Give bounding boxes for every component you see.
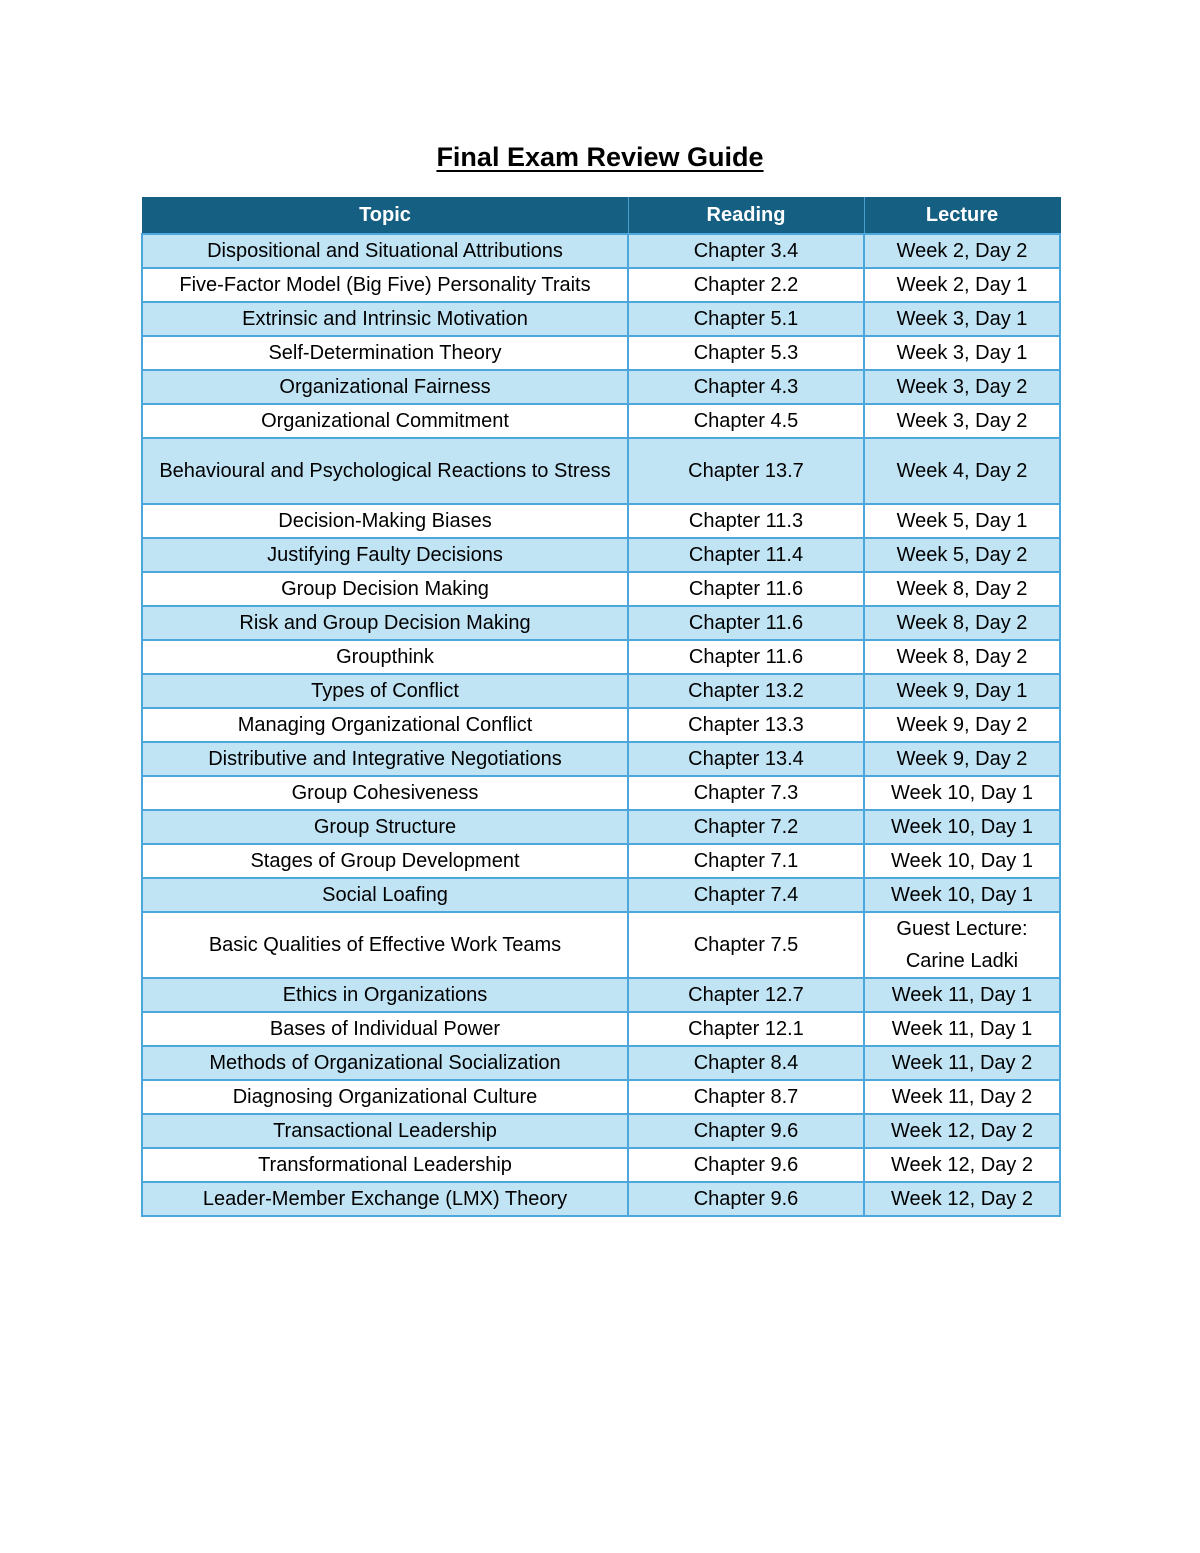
topic-cell: Stages of Group Development — [142, 844, 628, 878]
page-title: Final Exam Review Guide — [436, 142, 764, 172]
topic-cell: Group Decision Making — [142, 572, 628, 606]
reading-cell: Chapter 5.1 — [628, 302, 864, 336]
reading-cell: Chapter 11.6 — [628, 606, 864, 640]
topic-cell: Organizational Commitment — [142, 404, 628, 438]
lecture-cell: Week 8, Day 2 — [864, 640, 1060, 674]
lecture-cell: Week 10, Day 1 — [864, 878, 1060, 912]
column-header-lecture: Lecture — [864, 198, 1060, 235]
reading-cell: Chapter 2.2 — [628, 268, 864, 302]
reading-cell: Chapter 7.2 — [628, 810, 864, 844]
reading-cell: Chapter 7.1 — [628, 844, 864, 878]
topic-cell: Managing Organizational Conflict — [142, 708, 628, 742]
lecture-cell: Week 10, Day 1 — [864, 810, 1060, 844]
lecture-cell: Week 9, Day 1 — [864, 674, 1060, 708]
table-row — [142, 978, 1060, 1012]
table-row — [142, 538, 1060, 572]
lecture-cell: Week 9, Day 2 — [864, 742, 1060, 776]
topic-cell: Dispositional and Situational Attributions — [142, 234, 628, 268]
reading-cell: Chapter 13.4 — [628, 742, 864, 776]
reading-cell: Chapter 4.3 — [628, 370, 864, 404]
lecture-cell: Week 9, Day 2 — [864, 708, 1060, 742]
table-body — [142, 234, 1060, 1216]
table-row — [142, 674, 1060, 708]
topic-cell: Distributive and Integrative Negotiations — [142, 742, 628, 776]
topic-cell: Types of Conflict — [142, 674, 628, 708]
table-row — [142, 370, 1060, 404]
reading-cell: Chapter 8.7 — [628, 1080, 864, 1114]
topic-cell: Social Loafing — [142, 878, 628, 912]
table-row — [142, 438, 1060, 504]
table-row — [142, 336, 1060, 370]
header-row — [142, 198, 1060, 235]
table-row — [142, 708, 1060, 742]
topic-cell: Transactional Leadership — [142, 1114, 628, 1148]
topic-cell: Basic Qualities of Effective Work Teams — [142, 912, 628, 978]
topic-cell: Extrinsic and Intrinsic Motivation — [142, 302, 628, 336]
table-row — [142, 810, 1060, 844]
table-row — [142, 504, 1060, 538]
table-row — [142, 1182, 1060, 1216]
lecture-cell: Week 11, Day 2 — [864, 1080, 1060, 1114]
topic-cell: Group Cohesiveness — [142, 776, 628, 810]
reading-cell: Chapter 13.3 — [628, 708, 864, 742]
lecture-cell: Week 3, Day 2 — [864, 404, 1060, 438]
lecture-cell: Week 11, Day 2 — [864, 1046, 1060, 1080]
lecture-cell: Week 12, Day 2 — [864, 1182, 1060, 1216]
topic-cell: Diagnosing Organizational Culture — [142, 1080, 628, 1114]
table-row — [142, 268, 1060, 302]
column-header-reading: Reading — [628, 198, 864, 235]
lecture-cell: Week 3, Day 1 — [864, 302, 1060, 336]
reading-cell: Chapter 9.6 — [628, 1114, 864, 1148]
table-row — [142, 404, 1060, 438]
reading-cell: Chapter 7.5 — [628, 912, 864, 978]
lecture-cell: Week 8, Day 2 — [864, 572, 1060, 606]
table-row — [142, 1012, 1060, 1046]
reading-cell: Chapter 7.3 — [628, 776, 864, 810]
topic-cell: Ethics in Organizations — [142, 978, 628, 1012]
lecture-cell: Week 12, Day 2 — [864, 1148, 1060, 1182]
table-row — [142, 844, 1060, 878]
reading-cell: Chapter 13.2 — [628, 674, 864, 708]
reading-cell: Chapter 11.3 — [628, 504, 864, 538]
table-row — [142, 640, 1060, 674]
lecture-cell: Week 3, Day 1 — [864, 336, 1060, 370]
reading-cell: Chapter 9.6 — [628, 1182, 864, 1216]
table-row — [142, 742, 1060, 776]
topic-cell: Bases of Individual Power — [142, 1012, 628, 1046]
lecture-cell: Week 2, Day 2 — [864, 234, 1060, 268]
topic-cell: Groupthink — [142, 640, 628, 674]
column-header-topic: Topic — [142, 198, 628, 235]
lecture-cell: Week 5, Day 1 — [864, 504, 1060, 538]
topic-cell: Decision-Making Biases — [142, 504, 628, 538]
lecture-cell: Week 3, Day 2 — [864, 370, 1060, 404]
reading-cell: Chapter 7.4 — [628, 878, 864, 912]
topic-cell: Leader-Member Exchange (LMX) Theory — [142, 1182, 628, 1216]
table-row — [142, 776, 1060, 810]
topic-cell: Self-Determination Theory — [142, 336, 628, 370]
reading-cell: Chapter 8.4 — [628, 1046, 864, 1080]
table-row — [142, 912, 1060, 978]
topic-cell: Transformational Leadership — [142, 1148, 628, 1182]
reading-cell: Chapter 3.4 — [628, 234, 864, 268]
topic-cell: Risk and Group Decision Making — [142, 606, 628, 640]
table-row — [142, 1114, 1060, 1148]
lecture-cell: Week 12, Day 2 — [864, 1114, 1060, 1148]
lecture-cell: Week 10, Day 1 — [864, 776, 1060, 810]
table-row — [142, 302, 1060, 336]
lecture-cell: Guest Lecture: Carine Ladki — [864, 912, 1060, 978]
lecture-cell: Week 2, Day 1 — [864, 268, 1060, 302]
review-table — [141, 197, 1061, 1217]
reading-cell: Chapter 11.4 — [628, 538, 864, 572]
table-row — [142, 606, 1060, 640]
table-row — [142, 572, 1060, 606]
lecture-cell: Week 4, Day 2 — [864, 438, 1060, 504]
table-row — [142, 1046, 1060, 1080]
reading-cell: Chapter 11.6 — [628, 640, 864, 674]
table-row — [142, 878, 1060, 912]
reading-cell: Chapter 5.3 — [628, 336, 864, 370]
reading-cell: Chapter 4.5 — [628, 404, 864, 438]
topic-cell: Organizational Fairness — [142, 370, 628, 404]
table-header — [142, 198, 1060, 235]
topic-cell: Group Structure — [142, 810, 628, 844]
topic-cell: Behavioural and Psychological Reactions to Stress — [142, 438, 628, 504]
lecture-cell: Week 8, Day 2 — [864, 606, 1060, 640]
lecture-cell: Week 11, Day 1 — [864, 978, 1060, 1012]
table-row — [142, 234, 1060, 268]
lecture-cell: Week 11, Day 1 — [864, 1012, 1060, 1046]
reading-cell: Chapter 9.6 — [628, 1148, 864, 1182]
table-row — [142, 1080, 1060, 1114]
reading-cell: Chapter 13.7 — [628, 438, 864, 504]
reading-cell: Chapter 12.7 — [628, 978, 864, 1012]
reading-cell: Chapter 12.1 — [628, 1012, 864, 1046]
topic-cell: Five-Factor Model (Big Five) Personality Traits — [142, 268, 628, 302]
table-row — [142, 1148, 1060, 1182]
lecture-cell: Week 10, Day 1 — [864, 844, 1060, 878]
topic-cell: Methods of Organizational Socialization — [142, 1046, 628, 1080]
reading-cell: Chapter 11.6 — [628, 572, 864, 606]
lecture-cell: Week 5, Day 2 — [864, 538, 1060, 572]
topic-cell: Justifying Faulty Decisions — [142, 538, 628, 572]
